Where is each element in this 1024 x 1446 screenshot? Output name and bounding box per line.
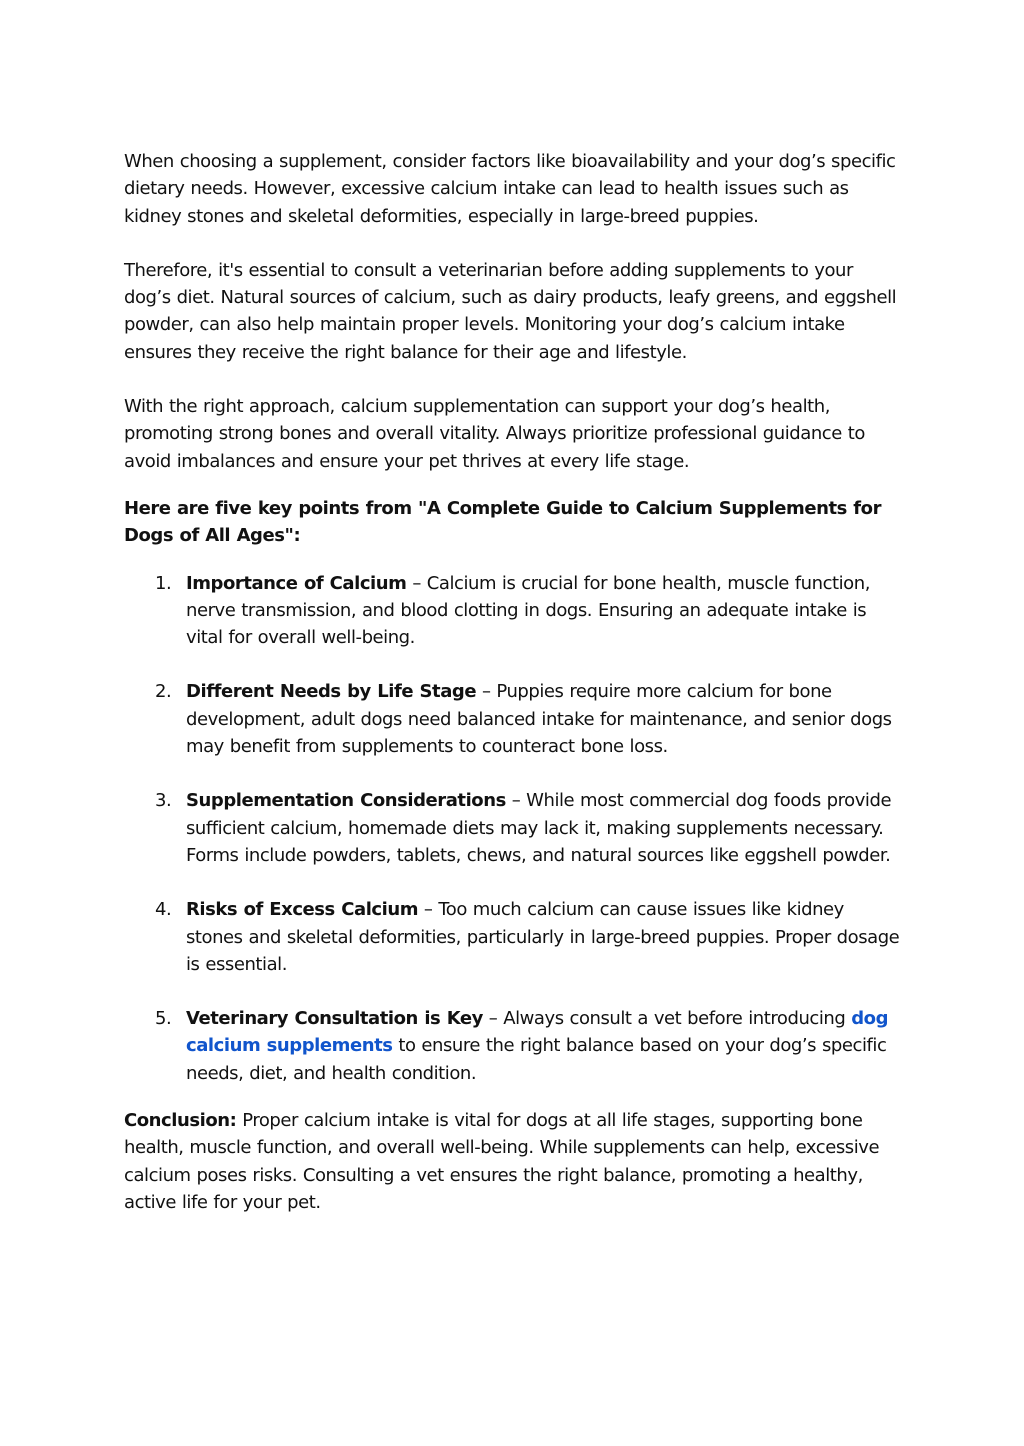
list-item [124,570,900,652]
list-item-title: Importance of Calcium [186,572,407,594]
document-page [124,148,900,1216]
list-item-text-after-link: to ensure the right balance based on your dog’s specific needs, diet, and health condition. [186,1035,887,1084]
list-item-number: 1. [155,572,172,594]
key-points-heading: Here are five key points from "A Complete Guide to Calcium Supplements for Dogs of All Ages": [124,497,882,547]
list-item-text: – Puppies require more calcium for bone development, adult dogs need balanced intake for maintenance, and senior dogs may benefit from supplements to counteract bone loss. [186,681,892,758]
list-item-number: 4. [155,899,172,921]
dog-calcium-supplements-link[interactable]: dog calcium supplements [186,1008,889,1057]
list-item-number: 3. [155,790,172,812]
list-item-number: 2. [155,681,172,703]
conclusion-label: Conclusion: [124,1110,237,1132]
list-item-text: – Calcium is crucial for bone health, muscle function, nerve transmission, and blood clotting in dogs. Ensuring an adequate intake is vital for overall well-being. [186,572,870,649]
list-item [124,1005,900,1087]
key-points-list [124,570,900,1087]
paragraph-supplement-choice: When choosing a supplement, consider factors like bioavailability and your dog’s specific dietary needs. However, excessive calcium intake can lead to health issues such as kidney stones and skeletal deformities, especially in large-breed puppies. [124,151,896,227]
list-item [124,678,900,760]
list-item-text: – Always consult a vet before introducing [482,1008,852,1030]
list-item-number: 5. [155,1008,172,1030]
conclusion-paragraph [124,1107,900,1216]
paragraph-consult-veterinarian: Therefore, it's essential to consult a veterinarian before adding supplements to your dog’s diet. Natural sources of calcium, such as dairy products, leafy greens, and eggshell powder, can also help maintain proper levels. Monitoring your dog’s calcium intake ensures they receive the right balance for their age and lifestyle. [124,259,897,363]
list-item-title: Risks of Excess Calcium [186,899,419,921]
list-item-text: – While most commercial dog foods provide sufficient calcium, homemade diets may lack it, making supplements necessary. Forms include powders, tablets, chews, and natural sources like eggshell powder. [186,790,892,866]
list-item-title: Different Needs by Life Stage [186,681,477,703]
list-item-title: Veterinary Consultation is Key [186,1008,483,1030]
list-item-title: Supplementation Considerations [186,790,506,812]
list-item [124,787,900,869]
list-item-text: – Too much calcium can cause issues like kidney stones and skeletal deformities, particularly in large-breed puppies. Proper dosage is essential. [186,899,900,975]
paragraph-right-approach: With the right approach, calcium supplementation can support your dog’s health, promoting strong bones and overall vitality. Always prioritize professional guidance to avoid imbalances and ensure your pet thrives at every life stage. [124,396,865,472]
list-item [124,896,900,978]
conclusion-text: Proper calcium intake is vital for dogs at all life stages, supporting bone health, muscle function, and overall well-being. While supplements can help, excessive calcium poses risks. Consulting a vet ensures the right balance, promoting a healthy, active life for your pet. [124,1110,880,1213]
